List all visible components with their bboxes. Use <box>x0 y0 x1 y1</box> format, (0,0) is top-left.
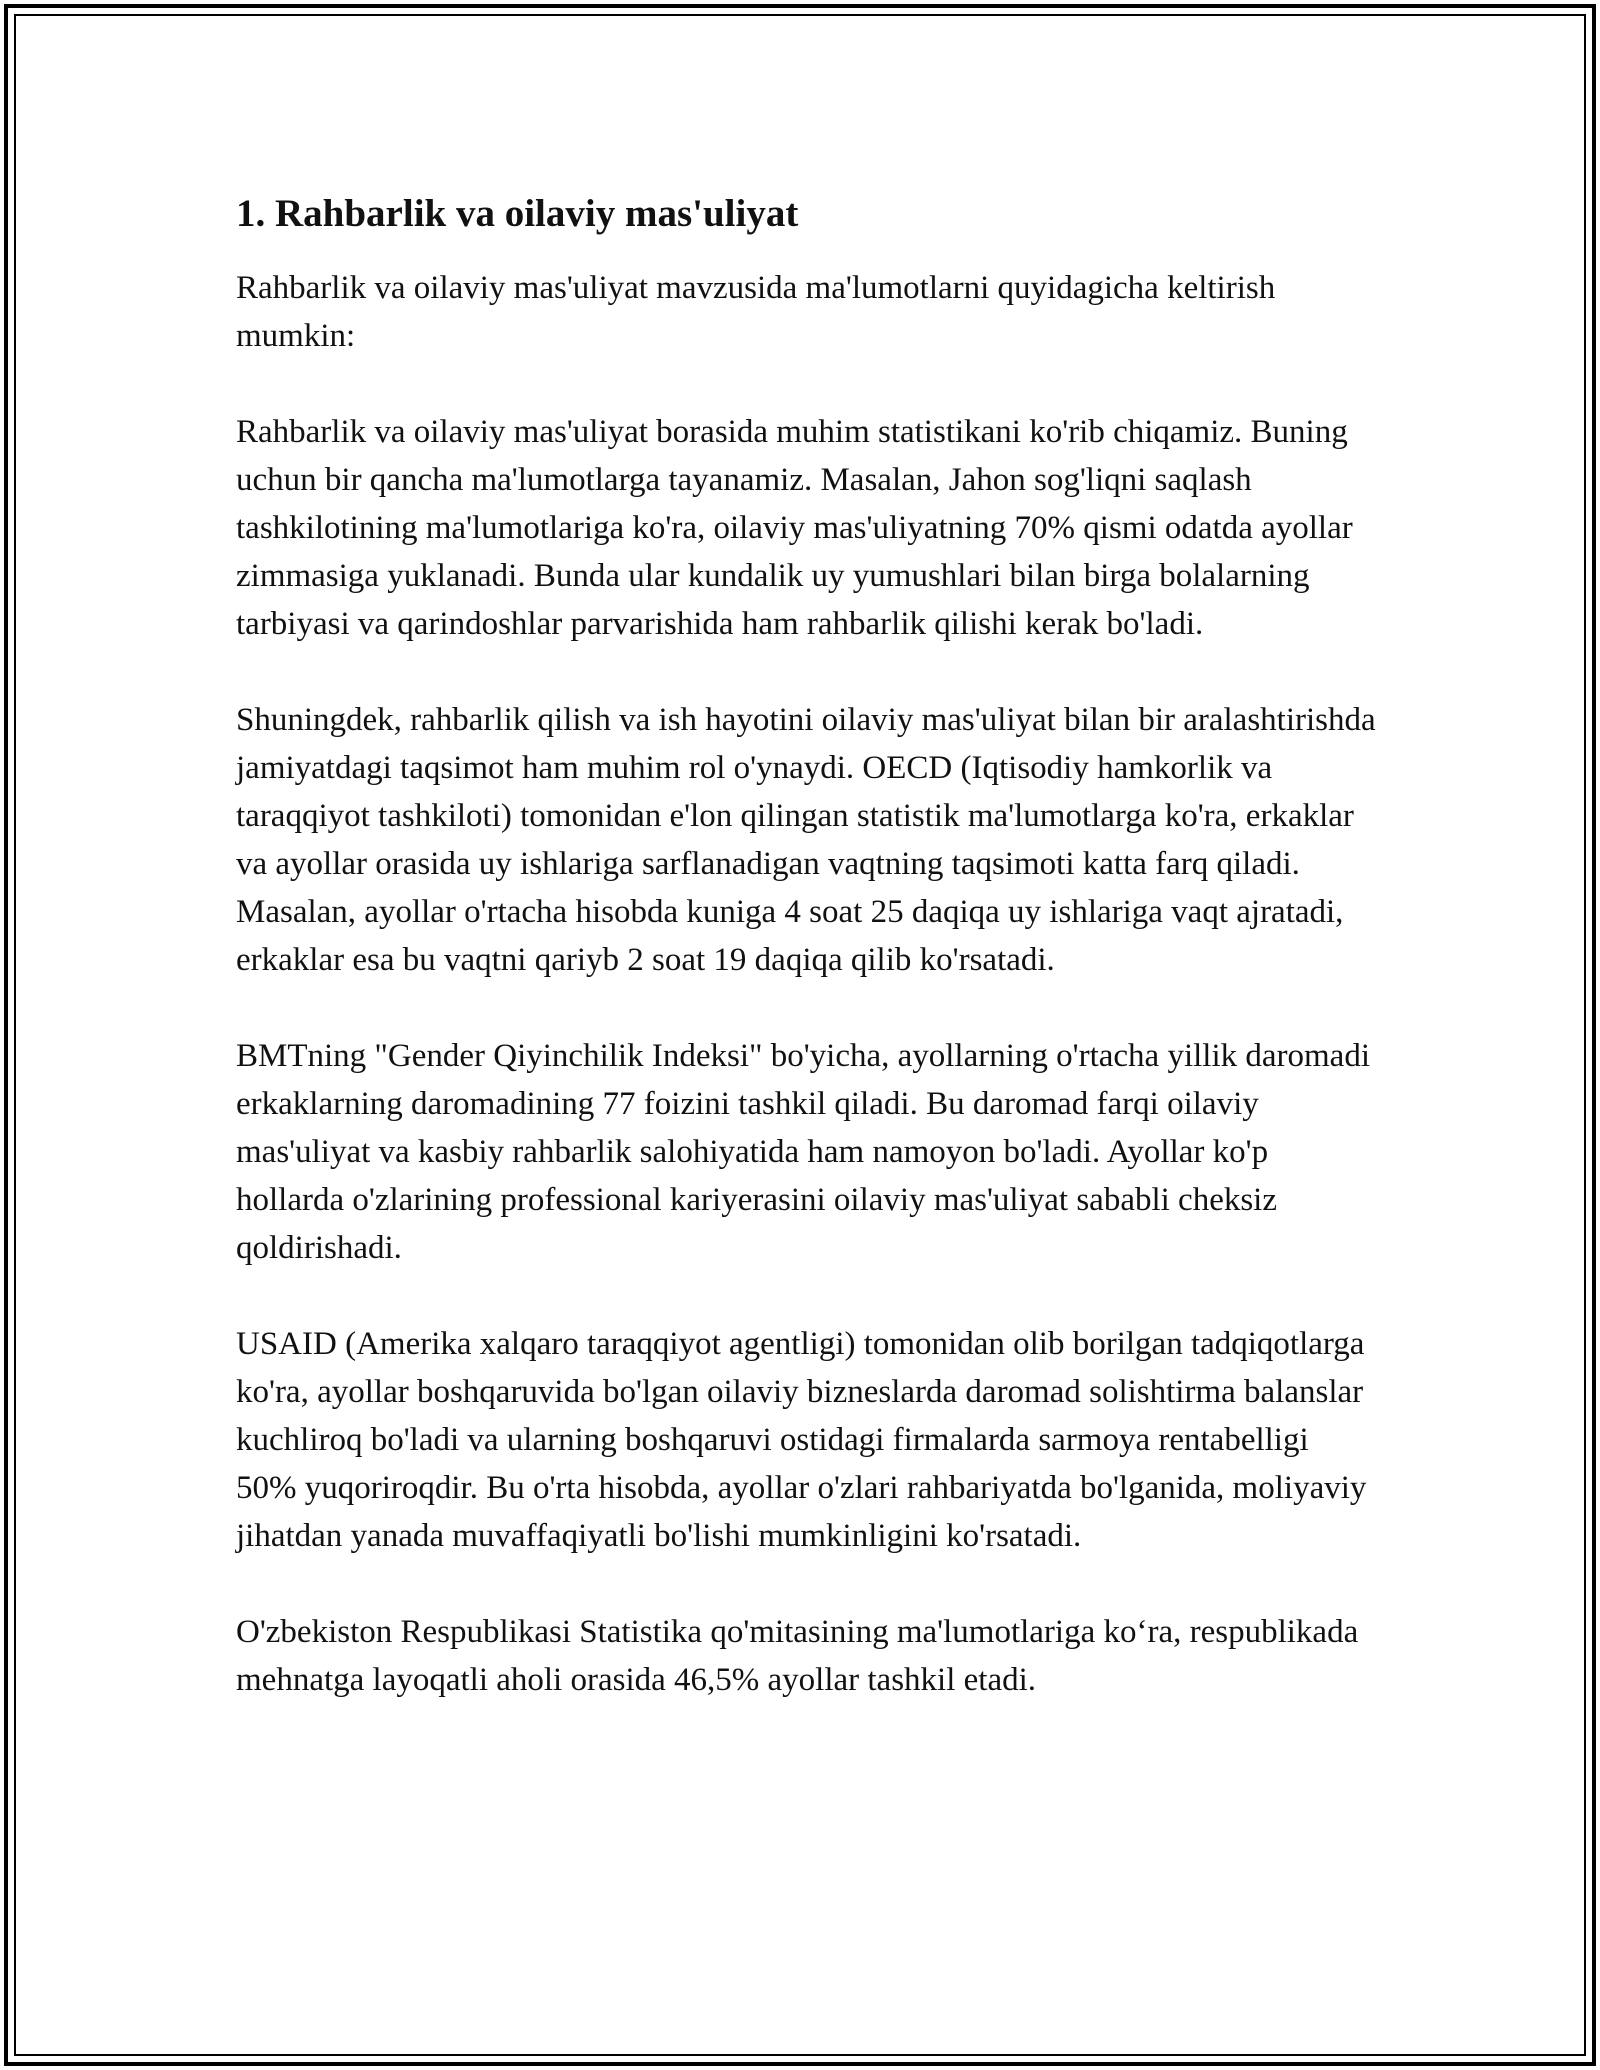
paragraph-usaid-research: USAID (Amerika xalqaro taraqqiyot agentligi) tomonidan olib borilgan tadqiqotlarga ko'ra, ayollar boshqaruvida bo'lgan oilaviy bizneslarda daromad solishtirma balanslar kuchliroq bo'ladi va ularning boshqaruvi ostidagi firmalarda sarmoya rentabelligi 50% yuqoriroqdir. Bu o'rta hisobda, ayollar o'zlari rahbariyatda bo'lganida, moliyaviy jihatdan yanada muvaffaqiyatli bo'lishi mumkinligini ko'rsatadi. <box>236 1326 1367 1554</box>
section-heading: 1. Rahbarlik va oilaviy mas'uliyat <box>236 192 799 235</box>
document-body <box>236 186 1376 1704</box>
paragraph-uzbekistan-statistics: O'zbekiston Respublikasi Statistika qo'mitasining ma'lumotlariga ko‘ra, respublikada mehnatga layoqatli aholi orasida 46,5% ayollar tashkil etadi. <box>236 1614 1359 1698</box>
paragraph-who-statistics: Rahbarlik va oilaviy mas'uliyat borasida muhim statistikani ko'rib chiqamiz. Buning uchun bir qancha ma'lumotlarga tayanamiz. Masalan, Jahon sog'liqni saqlash tashkilotining ma'lumotlariga ko'ra, oilaviy mas'uliyatning 70% qismi odatda ayollar zimmasiga yuklanadi. Bunda ular kundalik uy yumushlari bilan birga bolalarning tarbiyasi va qarindoshlar parvarishida ham rahbarlik qilishi kerak bo'ladi. <box>236 414 1353 642</box>
paragraph-un-gender-index: BMTning "Gender Qiyinchilik Indeksi" bo'yicha, ayollarning o'rtacha yillik daromadi erkaklarning daromadining 77 foizini tashkil qiladi. Bu daromad farqi oilaviy mas'uliyat va kasbiy rahbarlik salohiyatida ham namoyon bo'ladi. Ayollar ko'p hollarda o'zlarining professional kariyerasini oilaviy mas'uliyat sababli cheksiz qoldirishadi. <box>236 1038 1370 1266</box>
paragraph-intro: Rahbarlik va oilaviy mas'uliyat mavzusida ma'lumotlarni quyidagicha keltirish mumkin: <box>236 270 1276 354</box>
paragraph-oecd-statistics: Shuningdek, rahbarlik qilish va ish hayotini oilaviy mas'uliyat bilan bir aralashtirishda jamiyatdagi taqsimot ham muhim rol o'ynaydi. OECD (Iqtisodiy hamkorlik va taraqqiyot tashkiloti) tomonidan e'lon qilingan statistik ma'lumotlarga ko'ra, erkaklar va ayollar orasida uy ishlariga sarflanadigan vaqtning taqsimoti katta farq qiladi. Masalan, ayollar o'rtacha hisobda kuniga 4 soat 25 daqiqa uy ishlariga vaqt ajratadi, erkaklar esa bu vaqtni qariyb 2 soat 19 daqiqa qilib ko'rsatadi. <box>236 702 1376 978</box>
